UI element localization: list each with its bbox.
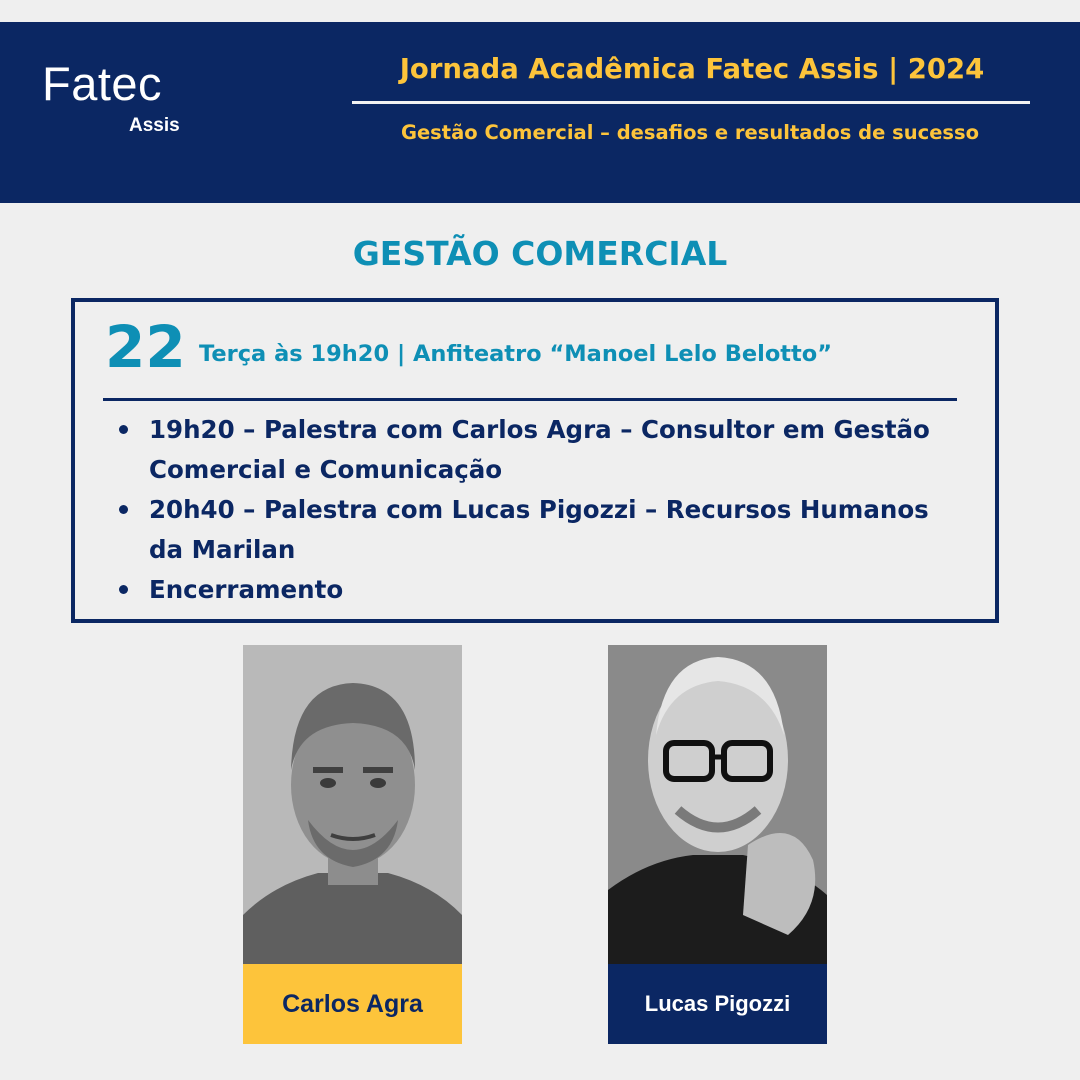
event-subtitle: Gestão Comercial – desafios e resultados de sucesso	[400, 121, 980, 144]
bullet-icon	[119, 505, 128, 514]
day-number: 22	[105, 313, 186, 381]
day-info: Terça às 19h20 | Anfiteatro “Manoel Lelo Belotto”	[199, 341, 833, 367]
section-title: GESTÃO COMERCIAL	[352, 234, 728, 273]
logo-sub-text: Assis	[129, 115, 180, 136]
speaker-photo-carlos-agra	[243, 645, 462, 965]
schedule-divider	[103, 398, 957, 401]
speaker-photo-lucas-pigozzi	[608, 645, 827, 965]
logo-main-text: Fatec	[42, 57, 163, 110]
header-banner	[0, 22, 1080, 203]
schedule-item	[117, 570, 967, 610]
speaker-name-plate: Carlos Agra	[243, 964, 462, 1044]
portrait-icon	[608, 645, 827, 965]
schedule-item-text: 19h20 – Palestra com Carlos Agra – Consultor em Gestão Comercial e Comunicação	[149, 415, 930, 484]
bullet-icon	[119, 585, 128, 594]
schedule-item-text: Encerramento	[149, 575, 344, 604]
schedule-list	[117, 410, 967, 610]
schedule-item	[117, 410, 967, 490]
portrait-icon	[243, 645, 462, 965]
bullet-icon	[119, 425, 128, 434]
speaker-name-plate: Lucas Pigozzi	[608, 964, 827, 1044]
schedule-item-text: 20h40 – Palestra com Lucas Pigozzi – Recursos Humanos da Marilan	[149, 495, 929, 564]
schedule-item	[117, 490, 967, 570]
fatec-logo	[42, 57, 192, 170]
title-divider	[352, 101, 1030, 104]
schedule-box	[71, 298, 999, 623]
event-title: Jornada Acadêmica Fatec Assis | 2024	[399, 53, 985, 85]
